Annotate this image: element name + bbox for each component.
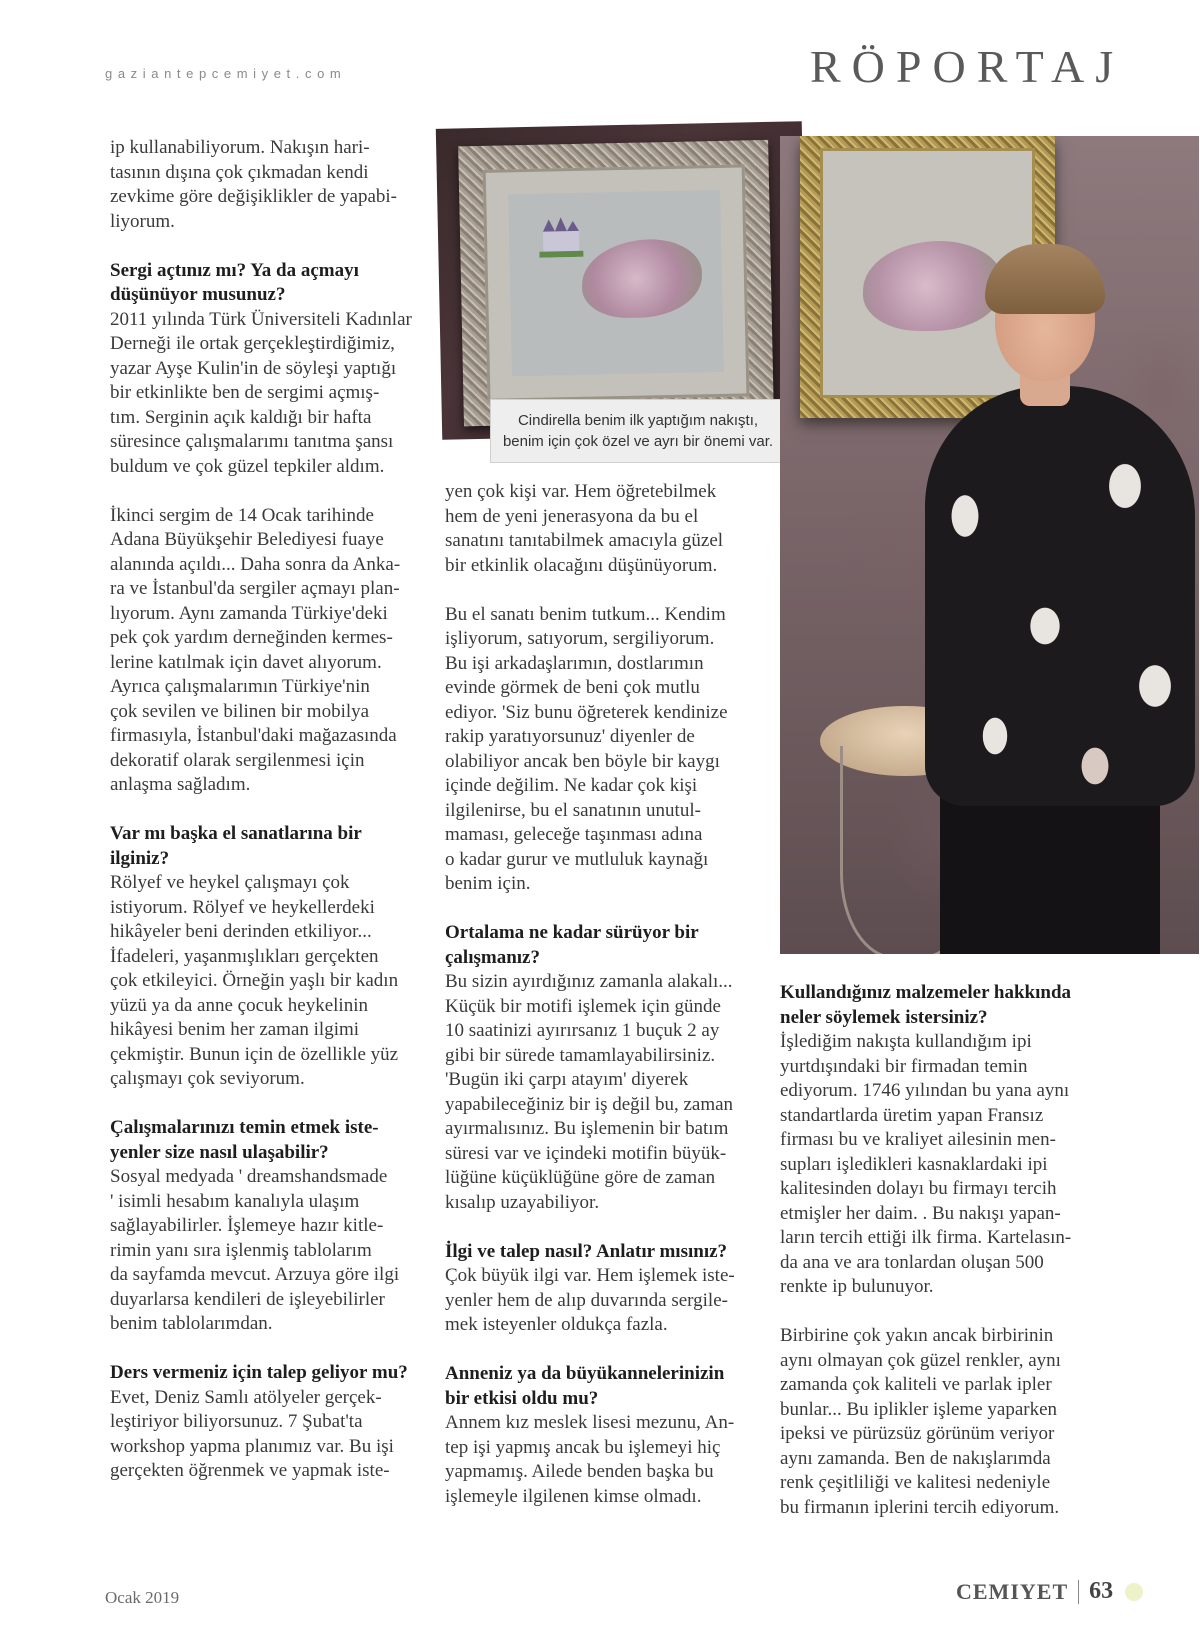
text-line: çok sevilen ve bilinen bir mobilya xyxy=(110,700,370,722)
interview-question xyxy=(445,921,745,970)
text-line: tım. Serginin açık kaldığı bir hafta xyxy=(110,406,372,428)
text-line: dekoratif olarak sergilenmesi için xyxy=(110,749,365,771)
page-footer xyxy=(956,1578,1143,1605)
text-line: Sosyal medyada ' dreamshandsmade xyxy=(110,1166,388,1187)
page-number: 63 xyxy=(1089,1578,1114,1604)
dress-motif xyxy=(581,238,703,318)
text-line: ediyorum. 1746 yılından bu yana aynı xyxy=(780,1080,1070,1101)
text-line: etmişler her daim. . Bu nakışı yapan- xyxy=(780,1202,1061,1224)
text-line: hikâyeler beni derinden etkiliyor... xyxy=(110,921,372,942)
text-line: zamanda çok kaliteli ve parlak ipler xyxy=(780,1374,1052,1395)
text-line: mek isteyenler oldukça fazla. xyxy=(445,1314,668,1335)
text-line: supları işledikleri kasnaklardaki ipi xyxy=(780,1153,1048,1175)
text-line: tep işi yapmış ancak bu işlemeyi hiç xyxy=(445,1436,721,1458)
text-line: o kadar gurur ve mutluluk kaynağı xyxy=(445,848,709,870)
text-line: Birbirine çok yakın ancak birbirinin xyxy=(780,1325,1054,1346)
text-line: Annem kız meslek lisesi mezunu, An- xyxy=(445,1412,735,1433)
interview-question xyxy=(110,822,415,871)
text-line: firması bu ve kraliyet ailesinin men- xyxy=(780,1129,1056,1150)
interview-answer xyxy=(445,1411,745,1509)
site-url: gaziantepcemiyet.com xyxy=(105,66,347,81)
ornate-frame xyxy=(458,140,774,426)
dress-motif xyxy=(863,241,1003,331)
text-line: hem de yeni jenerasyona da bu el xyxy=(445,505,699,527)
interview-answer xyxy=(445,603,745,897)
text-line: zevkime göre değişiklikler de yapabi- xyxy=(110,186,398,207)
text-line: evinde görmek de beni çok mutlu xyxy=(445,677,700,698)
text-line: aynı olmayan çok güzel renkler, aynı xyxy=(780,1349,1061,1371)
text-line: maması, geleceğe taşınması adına xyxy=(445,824,703,845)
interview-answer xyxy=(445,480,745,578)
interview-question xyxy=(445,1240,745,1265)
interview-question xyxy=(110,1361,415,1386)
interview-answer xyxy=(110,308,415,480)
text-line: yen çok kişi var. Hem öğretebilmek xyxy=(445,481,717,502)
text-line: ların tercih ettiği ilk firma. Kartelasın- xyxy=(780,1227,1072,1248)
text-line: çalışmayı çok seviyorum. xyxy=(110,1068,305,1089)
text-line: bu firmanın iplerini tercih ediyorum. xyxy=(780,1496,1060,1518)
text-line: buldum ve çok güzel tepkiler aldım. xyxy=(110,455,385,477)
caption-line: benim için çok özel ve ayrı bir önemi var. xyxy=(502,433,774,450)
text-line: Adana Büyükşehir Belediyesi fuaye xyxy=(110,529,384,550)
text-line: liyorum. xyxy=(110,210,175,232)
interview-question xyxy=(445,1362,745,1411)
issue-date: Ocak 2019 xyxy=(105,1588,180,1607)
text-line: standartlarda üretim yapan Fransız xyxy=(780,1104,1044,1126)
text-line: bir etkisi oldu mu? xyxy=(445,1387,599,1409)
text-line: süresince çalışmalarımı tanıtma şansı xyxy=(110,431,394,452)
text-line: ' isimli hesabım kanalıyla ulaşım xyxy=(110,1190,360,1212)
woman-figure xyxy=(925,386,1195,806)
text-line: Anneniz ya da büyükannelerinizin xyxy=(445,1363,725,1384)
text-line: İfadeleri, yaşanmışlıkları gerçekten xyxy=(110,945,379,967)
text-line: düşünüyor musunuz? xyxy=(110,284,286,305)
interview-answer xyxy=(110,136,415,234)
castle-motif xyxy=(539,217,584,258)
text-line: ediyor. 'Siz bunu öğreterek kendinize xyxy=(445,701,728,723)
text-line: 'Bugün iki çarpı atayım' diyerek xyxy=(445,1069,689,1090)
text-line: ayırmalısınız. Bu işlemenin bir batım xyxy=(445,1118,729,1139)
text-line: Çalışmalarınızı temin etmek iste- xyxy=(110,1117,379,1138)
text-line: Bu sizin ayırdığınız zamanla alakalı... xyxy=(445,971,733,992)
text-line: renkte ip bulunuyor. xyxy=(780,1276,934,1297)
text-line: kısalıp uzayabiliyor. xyxy=(445,1191,600,1213)
text-line: Rölyef ve heykel çalışmayı çok xyxy=(110,872,350,893)
portrait-photo xyxy=(780,136,1199,954)
text-line: olabiliyor ancak ben böyle bir kaygı xyxy=(445,750,720,772)
caption-line: Cindirella benim ilk yaptığım nakıştı, xyxy=(517,412,759,429)
text-line: yenler hem de alıp duvarında sergile- xyxy=(445,1289,728,1311)
text-line: rimin yanı sıra işlenmiş tablolarım xyxy=(110,1239,372,1261)
interview-answer xyxy=(780,1324,1085,1520)
text-line: kalitesinden dolayı bu firmayı tercih xyxy=(780,1178,1057,1199)
text-line: işliyorum, satıyorum, sergiliyorum. xyxy=(445,628,715,649)
text-line: ilginiz? xyxy=(110,847,170,869)
text-line: benim tablolarımdan. xyxy=(110,1313,273,1334)
text-line: Ortalama ne kadar sürüyor bir xyxy=(445,922,699,943)
text-line: yurtdışındaki bir firmadan temin xyxy=(780,1055,1028,1077)
text-line: yüzü ya da anne çocuk heykelinin xyxy=(110,994,368,1016)
magazine-brand: CEMIYET xyxy=(956,1578,1069,1604)
interview-answer xyxy=(110,504,415,798)
text-line: da ana ve ara tonlardan oluşan 500 xyxy=(780,1251,1044,1273)
text-line: yenler size nasıl ulaşabilir? xyxy=(110,1141,329,1163)
text-line: ip kullanabiliyorum. Nakışın hari- xyxy=(110,137,370,158)
interview-answer xyxy=(110,871,415,1092)
embroidery-photo xyxy=(436,121,808,440)
text-line: gerçekten öğrenmek ve yapmak iste- xyxy=(110,1460,390,1481)
text-line: içinde değilim. Ne kadar çok kişi xyxy=(445,775,698,796)
text-line: hikâyesi benim her zaman ilgimi xyxy=(110,1019,360,1040)
text-line: Sergi açtınız mı? Ya da açmayı xyxy=(110,259,359,281)
text-line: Ayrıca çalışmalarımın Türkiye'nin xyxy=(110,676,370,697)
text-line: çekmiştir. Bunun için de özellikle yüz xyxy=(110,1043,399,1065)
interview-question xyxy=(110,259,415,308)
text-line: İşlediğim nakışta kullandığım ipi xyxy=(780,1031,1032,1052)
text-line: lüğüne küçüklüğüne göre de zaman xyxy=(445,1167,716,1188)
text-line: süresi var ve içindeki motifin büyük- xyxy=(445,1142,727,1164)
text-line: 2011 yılında Türk Üniversiteli Kadınlar xyxy=(110,308,412,330)
text-line: gibi bir sürede tamamlayabilirsiniz. xyxy=(445,1044,716,1066)
text-line: lerine katılmak için davet alıyorum. xyxy=(110,651,382,673)
text-column-3 xyxy=(780,981,1085,1520)
text-line: Var mı başka el sanatlarına bir xyxy=(110,823,362,844)
text-line: workshop yapma planımız var. Bu işi xyxy=(110,1435,394,1457)
interview-answer xyxy=(110,1165,415,1337)
text-line: işlemeyle ilgilenen kimse olmadı. xyxy=(445,1485,702,1507)
text-line: bir etkinlik olacağını düşünüyorum. xyxy=(445,554,718,576)
text-line: Bu el sanatı benim tutkum... Kendim xyxy=(445,603,726,625)
section-title: RÖPORTAJ xyxy=(810,41,1125,92)
text-line: ra ve İstanbul'da sergiler açmayı plan- xyxy=(110,578,400,599)
text-line: rakip yaratıyorsunuz' diyenler de xyxy=(445,726,695,747)
text-line: renk çeşitliliği ve kalitesi nedeniyle xyxy=(780,1472,1051,1493)
text-line: Bu işi arkadaşlarımın, dostlarımın xyxy=(445,652,704,674)
text-line: firmasıyla, İstanbul'daki mağazasında xyxy=(110,725,397,746)
text-line: yapmamış. Ailede benden başka bu xyxy=(445,1461,714,1482)
interview-answer xyxy=(445,1264,745,1338)
text-line: da sayfamda mevcut. Arzuya göre ilgi xyxy=(110,1264,400,1285)
text-line: lıyorum. Aynı zamanda Türkiye'deki xyxy=(110,602,388,624)
text-line: anlaşma sağladım. xyxy=(110,774,251,795)
text-line: 10 saatinizi ayırırsanız 1 buçuk 2 ay xyxy=(445,1020,720,1041)
text-line: istiyorum. Rölyef ve heykellerdeki xyxy=(110,896,375,918)
text-line: sanatını tanıtabilmek amacıyla güzel xyxy=(445,530,724,551)
cinderella-embroidery xyxy=(508,190,724,376)
text-line: Derneği ile ortak gerçekleştirdiğimiz, xyxy=(110,333,395,354)
text-line: sağlayabilirler. İşlemeye hazır kitle- xyxy=(110,1215,384,1236)
text-line: bunlar... Bu iplikler işleme yaparken xyxy=(780,1398,1058,1420)
text-line: Küçük bir motifi işlemek için günde xyxy=(445,995,721,1017)
text-line: tasının dışına çok çıkmadan kendi xyxy=(110,161,369,183)
text-line: aynı zamanda. Ben de nakışlarımda xyxy=(780,1447,1051,1469)
accent-dot xyxy=(1125,1583,1143,1601)
text-line: duyarlarsa kendileri de işleyebilirler xyxy=(110,1288,385,1310)
text-line: İkinci sergim de 14 Ocak tarihinde xyxy=(110,504,374,526)
text-line: çalışmanız? xyxy=(445,946,540,968)
text-line: pek çok yardım derneğinden kermes- xyxy=(110,627,393,648)
text-line: ipeksi ve pürüzsüz görünüm veriyor xyxy=(780,1423,1055,1444)
text-line: Evet, Deniz Samlı atölyeler gerçek- xyxy=(110,1386,382,1408)
text-column-1 xyxy=(110,136,415,1484)
text-line: yapabileceğiniz bir iş değil bu, zaman xyxy=(445,1093,734,1115)
interview-answer xyxy=(780,1030,1085,1300)
interview-question xyxy=(110,1116,415,1165)
text-line: alanında açıldı... Daha sonra da Anka- xyxy=(110,553,401,575)
interview-answer xyxy=(110,1386,415,1484)
text-line: ilgilenirse, bu el sanatının unutul- xyxy=(445,799,701,821)
interview-answer xyxy=(445,970,745,1215)
text-column-2 xyxy=(445,480,745,1509)
photo-caption xyxy=(490,399,786,463)
text-line: neler söylemek istersiniz? xyxy=(780,1006,988,1028)
text-line: yazar Ayşe Kulin'in de söyleşi yaptığı xyxy=(110,357,397,379)
text-line: bir etkinlikte ben de sergimi açmış- xyxy=(110,382,380,403)
text-line: Ders vermeniz için talep geliyor mu? xyxy=(110,1362,408,1383)
text-line: Çok büyük ilgi var. Hem işlemek iste- xyxy=(445,1265,735,1286)
divider xyxy=(1078,1580,1079,1604)
text-line: çok etkileyici. Örneğin yaşlı bir kadın xyxy=(110,970,399,991)
text-line: benim için. xyxy=(445,873,531,894)
interview-question xyxy=(780,981,1085,1030)
text-line: leştiriyor biliyorsunuz. 7 Şubat'ta xyxy=(110,1411,363,1432)
text-line: İlgi ve talep nasıl? Anlatır mısınız? xyxy=(445,1240,728,1262)
text-line: Kullandığınız malzemeler hakkında xyxy=(780,982,1072,1003)
